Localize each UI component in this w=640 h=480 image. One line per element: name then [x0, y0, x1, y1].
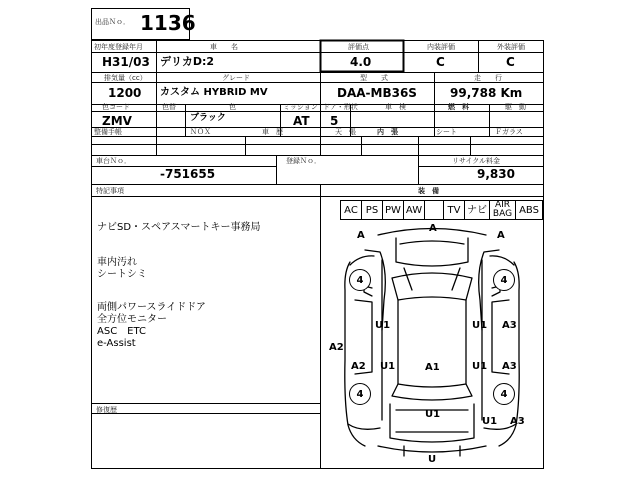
wheel-front-left: 4	[349, 269, 371, 291]
remarks-line-7: e-Assist	[97, 338, 136, 349]
exterior-label: 外装評価	[497, 43, 525, 51]
recycle-label: リサイクル料金	[452, 157, 501, 165]
equipment-aw: AW	[403, 200, 425, 220]
interior-label: 内装評価	[427, 43, 455, 51]
equipment-navi: ナビ	[464, 200, 490, 220]
mileage-value: 99,788 Km	[450, 86, 523, 100]
history-label: 車 歴	[262, 128, 283, 136]
lot-number-label: 出品Ｎｏ．	[95, 18, 130, 26]
damage-mark: A1	[425, 362, 440, 373]
damage-mark: U1	[375, 320, 391, 331]
damage-mark: U1	[425, 409, 441, 420]
doors-label: ドア・形状	[323, 103, 358, 111]
remarks-label: 特記事項	[96, 187, 124, 195]
repair-history-label: 修復歴	[96, 406, 117, 414]
equipment-ps: PS	[361, 200, 383, 220]
damage-mark: A3	[502, 361, 517, 372]
equipment-tv: TV	[443, 200, 465, 220]
inspection-label: 車 検	[385, 103, 406, 111]
reg-no-label: 登録Ｎｏ．	[286, 157, 321, 165]
interior-grade-value: C	[436, 55, 445, 69]
nox-label: ＮＯＸ	[190, 128, 211, 136]
wheel-front-right: 4	[493, 269, 515, 291]
remarks-line-5: 全方位モニター	[97, 314, 167, 325]
color-value: ブラック	[190, 113, 226, 123]
model-value: DAA-MB36S	[337, 86, 417, 100]
color-code-label: 色コード	[102, 103, 130, 111]
interior-trim-label: 内 張	[377, 128, 398, 136]
color-label: 色	[229, 103, 236, 111]
damage-mark: A3	[502, 320, 517, 331]
drive-label: 駆 動	[505, 103, 526, 111]
displacement-label: 排気量（cc）	[104, 74, 147, 82]
damage-mark: A2	[351, 361, 366, 372]
car-name-label: 車 名	[210, 43, 238, 51]
chassis-label: 車台Ｎｏ．	[96, 157, 131, 165]
score-label: 評価点	[348, 43, 369, 51]
seat-label: シート	[436, 128, 457, 136]
doors-value: 5	[330, 114, 339, 128]
damage-mark: U1	[380, 361, 396, 372]
damage-mark: A	[357, 230, 365, 241]
mileage-label: 走 行	[474, 74, 502, 82]
damage-mark: A	[497, 230, 505, 241]
mission-label: ミッション	[283, 103, 318, 111]
grade-label: グレード	[222, 74, 250, 82]
damage-mark: A	[429, 223, 437, 234]
first-reg-label: 初年度登録年月	[94, 43, 143, 51]
damage-mark: U1	[482, 416, 498, 427]
equipment-label: 装 備	[418, 187, 439, 195]
remarks-line-2: 車内汚れ	[97, 257, 137, 268]
color-change-label: 色替	[162, 103, 176, 111]
equipment-blank-1	[424, 200, 444, 220]
car-name-value: デリカD:2	[160, 55, 215, 68]
remarks-line-3: シートシミ	[97, 269, 147, 280]
remarks-line-4: 両側パワースライドドア	[97, 302, 206, 313]
damage-mark: A3	[510, 416, 525, 427]
car-damage-diagram	[322, 218, 552, 468]
damage-mark: U	[428, 454, 437, 465]
first-reg-value: H31/03	[102, 55, 150, 69]
equipment-airbag: AIR BAG	[489, 200, 516, 220]
color-code-value: ZMV	[102, 114, 132, 128]
damage-mark: U1	[472, 320, 488, 331]
fuel-label: 燃 料	[448, 103, 469, 111]
displacement-value: 1200	[108, 86, 142, 100]
wheel-rear-left: 4	[349, 383, 371, 405]
sunroof-label: 天 張	[335, 128, 356, 136]
lot-number: 1136	[140, 11, 196, 35]
score-value: 4.0	[350, 55, 372, 69]
remarks-line-1: ナビSD・スペアスマートキー事務局	[97, 222, 261, 233]
equipment-ac: AC	[340, 200, 362, 220]
recycle-value: 9,830	[477, 167, 515, 181]
manual-label: 整備手帳	[94, 128, 122, 136]
exterior-grade-value: C	[506, 55, 515, 69]
model-label: 型 式	[360, 74, 388, 82]
equipment-pw: PW	[382, 200, 404, 220]
wheel-rear-right: 4	[493, 383, 515, 405]
chassis-value: -751655	[160, 167, 216, 181]
mission-value: AT	[293, 114, 310, 128]
grade-value: カスタム HYBRID MV	[160, 87, 268, 98]
remarks-line-6: ASC ETC	[97, 326, 146, 337]
damage-mark: U1	[472, 361, 488, 372]
glass-label: Ｆガラス	[495, 128, 523, 136]
equipment-abs: ABS	[515, 200, 543, 220]
damage-mark: A2	[329, 342, 344, 353]
